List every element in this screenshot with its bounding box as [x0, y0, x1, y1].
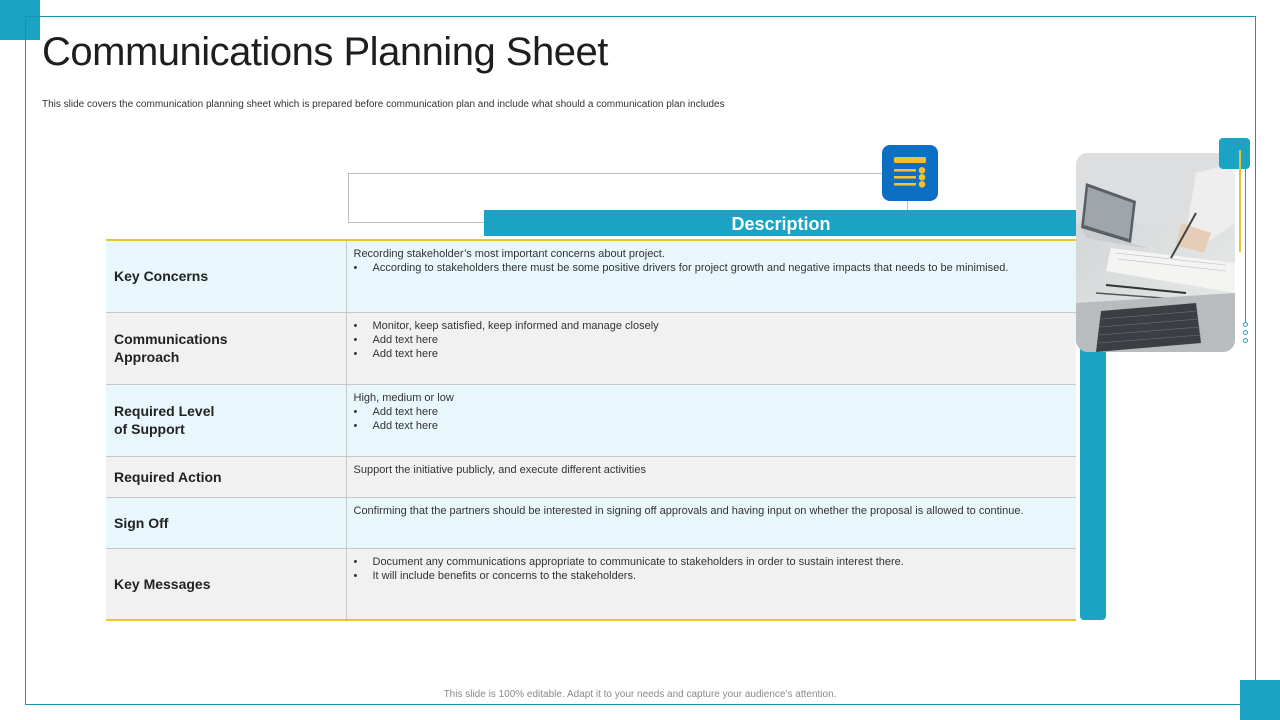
table-row [106, 456, 1076, 497]
bullet-mark: • [353, 333, 358, 346]
row-label: Required Level of Support [106, 384, 346, 456]
list-document-icon [882, 145, 938, 201]
bullet-mark: • [353, 262, 358, 274]
row-description: Support the initiative publicly, and execute different activities [346, 456, 1076, 497]
row-label: Sign Off [106, 497, 346, 548]
table-row [106, 548, 1076, 620]
page-title: Communications Planning Sheet [42, 30, 608, 74]
photo-accent-dot [1243, 330, 1248, 335]
row-label: Key Concerns [106, 240, 346, 312]
table-row [106, 312, 1076, 384]
table-row [106, 384, 1076, 456]
bullet-mark: • [353, 419, 358, 432]
bullet-mark: • [353, 555, 358, 568]
row-description: Confirming that the partners should be interested in signing off approvals and having input on whether the proposal is allowed to continue. [346, 497, 1076, 548]
photo-accent-dot [1243, 322, 1248, 327]
bullet-mark: • [353, 405, 358, 418]
corner-accent-bottom-right [1240, 680, 1280, 720]
description-header: Description [484, 210, 1078, 236]
table-row [106, 240, 1076, 312]
footer-note: This slide is 100% editable. Adapt it to your needs and capture your audience’s attention. [443, 689, 837, 700]
bullet-mark: • [353, 569, 358, 582]
row-label: Required Action [106, 456, 346, 497]
row-description: Recording stakeholder’s most important concerns about project. • According to stakeholders there must be some positive drivers for project growth and negative impacts that needs to be minimised. [346, 240, 1076, 312]
page-subtitle: This slide covers the communication planning sheet which is prepared before communication plan and include what should a communication plan includes [42, 99, 725, 110]
photo-accent-line [1239, 150, 1241, 252]
row-description: High, medium or low • Add text here • Add text here [346, 384, 1076, 456]
row-description: • Monitor, keep satisfied, keep informed and manage closely • Add text here • Add text here [346, 312, 1076, 384]
row-description: • Document any communications appropriate to communicate to stakeholders in order to sustain interest there. • It will include benefits or concerns to the stakeholders. [353, 555, 904, 582]
laptop-desk-photo [1076, 153, 1235, 352]
photo-accent-line [1245, 150, 1246, 322]
row-label: Key Messages [106, 548, 346, 620]
photo-accent-dot [1243, 338, 1248, 343]
table-row [106, 497, 1076, 548]
bullet-mark: • [353, 319, 358, 332]
planning-table [106, 239, 1076, 621]
bullet-mark: • [353, 347, 358, 360]
row-label: Communications Approach [106, 312, 346, 384]
